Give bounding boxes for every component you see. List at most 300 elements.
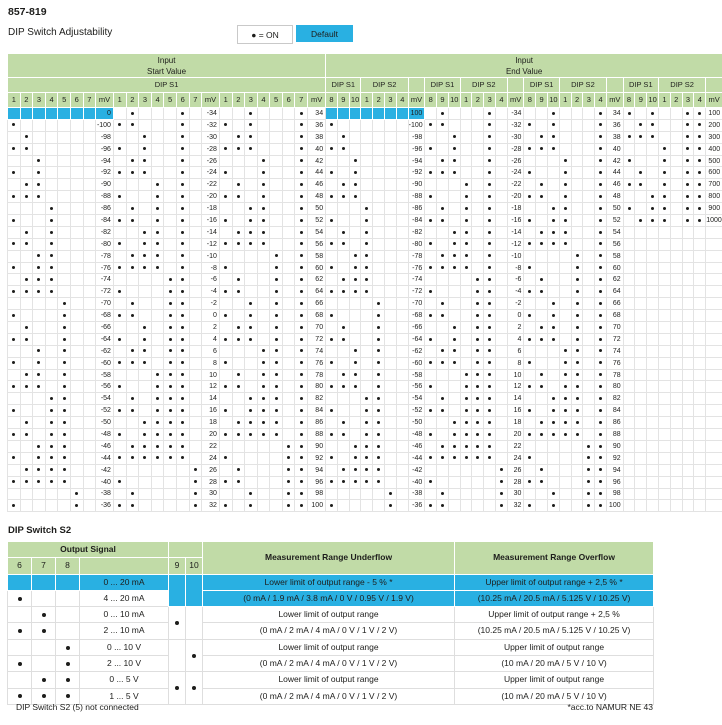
dip-cell [559,500,571,512]
dip-table-row [8,488,722,500]
mv-cell: -28 [507,143,524,155]
dip-cell [682,226,694,238]
mv-cell: -12 [202,238,220,250]
dip-cell [647,369,659,381]
dip-cell [232,179,245,191]
switch-on-dot [50,397,53,400]
mv-cell: -28 [202,143,220,155]
switch-on-dot [564,421,567,424]
mv-cell: 46 [607,179,624,191]
switch-on-dot [576,409,579,412]
switch-on-dot [63,421,66,424]
legend-on-box: ● = ON [237,25,293,44]
dip-cell [8,203,21,215]
mv-cell: -80 [408,238,425,250]
dip-cell [257,393,270,405]
switch-on-dot [275,290,278,293]
s2-table-title: DIP Switch S2 [8,525,72,536]
dip-cell [58,464,71,476]
dip-cell [113,381,126,393]
dip-cell [151,191,164,203]
dip-cell [151,369,164,381]
dip-cell [536,167,548,179]
switch-on-dot [156,385,159,388]
dip-cell [83,452,96,464]
switch-on-dot [131,123,134,126]
dip-cell [559,203,571,215]
switch-on-dot [628,159,631,162]
dip-cell [559,333,571,345]
mv-cell: -50 [408,417,425,429]
dip-cell [8,345,21,357]
dip-cell [623,203,635,215]
dip-cell [349,393,361,405]
dip-cell [337,226,349,238]
switch-on-dot [131,171,134,174]
dip-cell [659,262,671,274]
dip-cell [282,298,295,310]
dip-table-row [8,310,722,322]
dip-cell [232,203,245,215]
dip-cell [448,298,460,310]
dip-cell [245,108,258,120]
dip-cell [139,417,152,429]
switch-on-dot [50,231,53,234]
dip-cell [164,452,177,464]
s2-switch-cell [32,639,56,655]
dip-cell [460,167,472,179]
dip-cell [484,488,496,500]
dip-cell [385,203,397,215]
dip-cell [559,298,571,310]
switch-on-dot [698,159,701,162]
dip-cell [448,108,460,120]
mv-cell: -86 [96,203,114,215]
dip-cell [189,476,202,488]
mv-cell: -66 [408,322,425,334]
dip-cell [472,452,484,464]
dip-cell [176,238,189,250]
mv-cell: -26 [202,155,220,167]
dip-cell [45,476,58,488]
dip-cell [33,286,46,298]
dip-table-row [8,417,722,429]
switch-on-dot [377,456,380,459]
dip-cell [349,119,361,131]
dip-cell [232,238,245,250]
dip-cell [295,369,308,381]
switch-on-dot [576,373,579,376]
dip-cell [20,417,33,429]
dip-cell [635,393,647,405]
dip-cell [176,393,189,405]
dip-cell [232,298,245,310]
dip-cell [448,440,460,452]
dip-cell [536,298,548,310]
dip-cell [647,310,659,322]
mv-cell: -66 [96,322,114,334]
mv-cell: -98 [408,131,425,143]
dip-cell [571,226,583,238]
dip-cell [385,488,397,500]
dip-cell [245,286,258,298]
dip-cell [694,369,706,381]
dip-cell [548,429,560,441]
mv-cell: -24 [507,167,524,179]
switch-on-dot [342,278,345,281]
dip-cell [349,500,361,512]
dip-cell [647,464,659,476]
dip-cell [623,464,635,476]
switch-on-dot [389,492,392,495]
switch-on-dot [476,421,479,424]
dip-table-row [8,143,722,155]
switch-on-dot [686,183,689,186]
switch-on-dot [698,171,701,174]
dip-cell [176,322,189,334]
dip-cell [524,108,536,120]
mv-cell: 86 [308,417,326,429]
dip-cell [326,322,338,334]
dip-cell [694,452,706,464]
dip-cell [524,452,536,464]
dip-cell [437,250,449,262]
dip-cell [472,108,484,120]
switch-on-dot [300,183,303,186]
dip-cell [113,345,126,357]
switch-on-dot [37,480,40,483]
dip-cell [460,393,472,405]
dip-cell [524,322,536,334]
dip-cell [559,393,571,405]
switch-on-dot [300,314,303,317]
dip-cell [20,500,33,512]
dip-cell [623,429,635,441]
dip-cell [484,250,496,262]
switch-on-dot [528,123,531,126]
dip-cell [682,191,694,203]
dip-cell [282,310,295,322]
dip-cell [139,286,152,298]
dip-cell [151,452,164,464]
dip-cell [460,215,472,227]
dip-cell [472,500,484,512]
dip-cell [8,262,21,274]
dip-cell [164,286,177,298]
dip-cell [126,333,139,345]
dip-cell [349,417,361,429]
switch-on-dot [342,373,345,376]
mv-cell: 0 [96,108,114,120]
s2-switch-cell [8,607,32,623]
dip-cell [70,488,83,500]
switch-on-dot [300,433,303,436]
dip-cell [571,250,583,262]
switch-on-dot [249,302,252,305]
switch-on-dot [169,385,172,388]
dip-cell [83,500,96,512]
dip-cell [437,405,449,417]
switch-on-dot [453,242,456,245]
dip-cell [659,250,671,262]
switch-on-dot [300,480,303,483]
switch-on-dot [488,326,491,329]
switch-on-dot [12,123,15,126]
dip-cell [583,310,595,322]
switch-on-dot [181,147,184,150]
dip-cell [126,381,139,393]
dip-cell [694,274,706,286]
overflow-cell: (10 mA / 20 mA / 5 V / 10 V) [455,688,654,704]
dip-table-row [8,179,722,191]
dip-cell [524,215,536,227]
dip-cell [45,369,58,381]
switch-on-dot [181,219,184,222]
dip-cell [472,440,484,452]
dip-cell [460,131,472,143]
switch-on-dot [330,242,333,245]
switch-on-dot [131,219,134,222]
overflow-cell: (10.25 mA / 20.5 mA / 5.125 V / 10.25 V) [455,623,654,639]
dip-cell [361,464,373,476]
dip-cell [45,238,58,250]
dip-cell [349,405,361,417]
dip-cell [295,405,308,417]
dip-cell [245,357,258,369]
mv-cell: 30 [507,488,524,500]
dip-cell [189,250,202,262]
switch-on-dot [118,456,121,459]
dip-cell [670,369,682,381]
dip-cell [219,119,232,131]
mv-cell [706,250,722,262]
switch-on-dot [12,242,15,245]
dip-cell [20,155,33,167]
dip-cell [126,203,139,215]
dip-cell [448,119,460,131]
dip-table-row [8,250,722,262]
switch-on-dot [429,266,432,269]
dip-cell [337,262,349,274]
dip-cell [659,429,671,441]
switch-on-dot [365,397,368,400]
dip-cell [189,238,202,250]
dip-cell [45,357,58,369]
dip-cell [472,262,484,274]
dip-cell [33,119,46,131]
dip-cell [164,179,177,191]
mv-cell: 84 [607,405,624,417]
switch-on-dot [476,314,479,317]
switch-on-dot [354,254,357,257]
switch-on-dot [453,338,456,341]
switch-on-dot [599,504,602,507]
dip-cell [623,119,635,131]
switch-on-dot [651,112,654,115]
switch-on-dot [156,231,159,234]
switch-number-label: 1 [361,93,373,108]
dip-cell [139,226,152,238]
dip-cell [682,131,694,143]
dip-cell [396,488,408,500]
dip-cell [694,262,706,274]
switch-number-label: 2 [373,93,385,108]
dip-cell [361,143,373,155]
dip-cell [58,429,71,441]
dip-cell [164,464,177,476]
dip-cell [282,333,295,345]
mv-cell: 56 [607,238,624,250]
mv-cell [706,238,722,250]
dip-cell [694,250,706,262]
dip-cell [257,203,270,215]
dip-cell [270,500,283,512]
dip-cell [45,226,58,238]
switch-on-dot [12,314,15,317]
dip-cell [536,310,548,322]
mv-cell: -8 [507,262,524,274]
dip-cell [189,215,202,227]
dip-cell [425,322,437,334]
mv-cell: -64 [408,333,425,345]
switch-on-dot [365,433,368,436]
dip-cell [571,143,583,155]
end-dip-s2-header: DIP S2 [460,78,507,93]
dip-cell [295,417,308,429]
overflow-cell: Upper limit of output range + 2,5 % * [455,574,654,590]
dip-cell [682,417,694,429]
dip-cell [635,440,647,452]
dip-cell [8,310,21,322]
dip-cell [219,167,232,179]
switch-on-dot [354,171,357,174]
dip-cell [326,167,338,179]
switch-on-dot [540,278,543,281]
switch-number-label: 1 [8,93,21,108]
dip-cell [126,429,139,441]
switch-on-dot [639,183,642,186]
dip-cell [295,274,308,286]
switch-on-dot [698,112,701,115]
dip-cell [151,179,164,191]
dip-cell [58,452,71,464]
mv-cell: -48 [408,429,425,441]
mv-cell: 74 [308,345,326,357]
dip-cell [595,452,607,464]
switch-number-label: 8 [623,93,635,108]
dip-cell [20,179,33,191]
dip-cell [548,108,560,120]
dip-cell [8,476,21,488]
dip-cell [571,393,583,405]
dip-cell [176,250,189,262]
dip-cell [559,143,571,155]
switch-on-dot [587,492,590,495]
dip-cell [694,191,706,203]
switch-on-dot [441,207,444,210]
dip-cell [83,274,96,286]
dip-cell [647,119,659,131]
dip-cell [70,155,83,167]
dip-cell [635,310,647,322]
dip-cell [682,429,694,441]
dip-cell [448,345,460,357]
dip-cell [337,464,349,476]
dip-cell [623,393,635,405]
switch-on-dot [377,433,380,436]
switch-on-dot [488,456,491,459]
dip-cell [682,108,694,120]
mv-cell: -38 [408,488,425,500]
switch-on-dot [169,421,172,424]
s2-switch-cell [56,607,80,623]
dip-cell [219,488,232,500]
switch-on-dot [354,195,357,198]
dip-cell [694,357,706,369]
switch-on-dot [365,480,368,483]
mv-cell: -20 [507,191,524,203]
dip-table-row [8,452,722,464]
dip-cell [437,286,449,298]
dip-cell [151,131,164,143]
dip-cell [460,440,472,452]
dip-cell [337,488,349,500]
dip-cell [460,369,472,381]
dip-cell [496,417,508,429]
switch-on-dot [330,456,333,459]
switch-on-dot [686,219,689,222]
switch-on-dot [237,242,240,245]
mv-cell: -92 [96,167,114,179]
dip-cell [337,286,349,298]
dip-cell [472,143,484,155]
switch-on-dot [224,123,227,126]
dip-cell [326,369,338,381]
switch-on-dot [300,445,303,448]
switch-number-label: 10 [448,93,460,108]
mv-cell [706,322,722,334]
switch-number-label: 1 [113,93,126,108]
mv-cell: -100 [96,119,114,131]
dip-cell [20,238,33,250]
dip-cell [126,262,139,274]
dip-cell [270,440,283,452]
switch-on-dot [599,266,602,269]
dip-cell [524,262,536,274]
dip-cell [126,345,139,357]
dip-cell [448,381,460,393]
switch-on-dot [143,349,146,352]
switch-on-dot [488,385,491,388]
dip-cell [670,286,682,298]
switch-on-dot [528,171,531,174]
switch-on-dot [354,468,357,471]
mv-cell: 22 [202,440,220,452]
dip-cell [337,238,349,250]
dip-cell [361,476,373,488]
mv-cell: -90 [408,179,425,191]
dip-cell [70,191,83,203]
switch-on-dot [249,207,252,210]
mv-cell: 4 [507,333,524,345]
dip-cell [524,167,536,179]
dip-cell [8,167,21,179]
dip-cell [326,143,338,155]
dip-cell [484,215,496,227]
dip-cell [70,452,83,464]
dip-cell [164,143,177,155]
dip-cell [189,405,202,417]
